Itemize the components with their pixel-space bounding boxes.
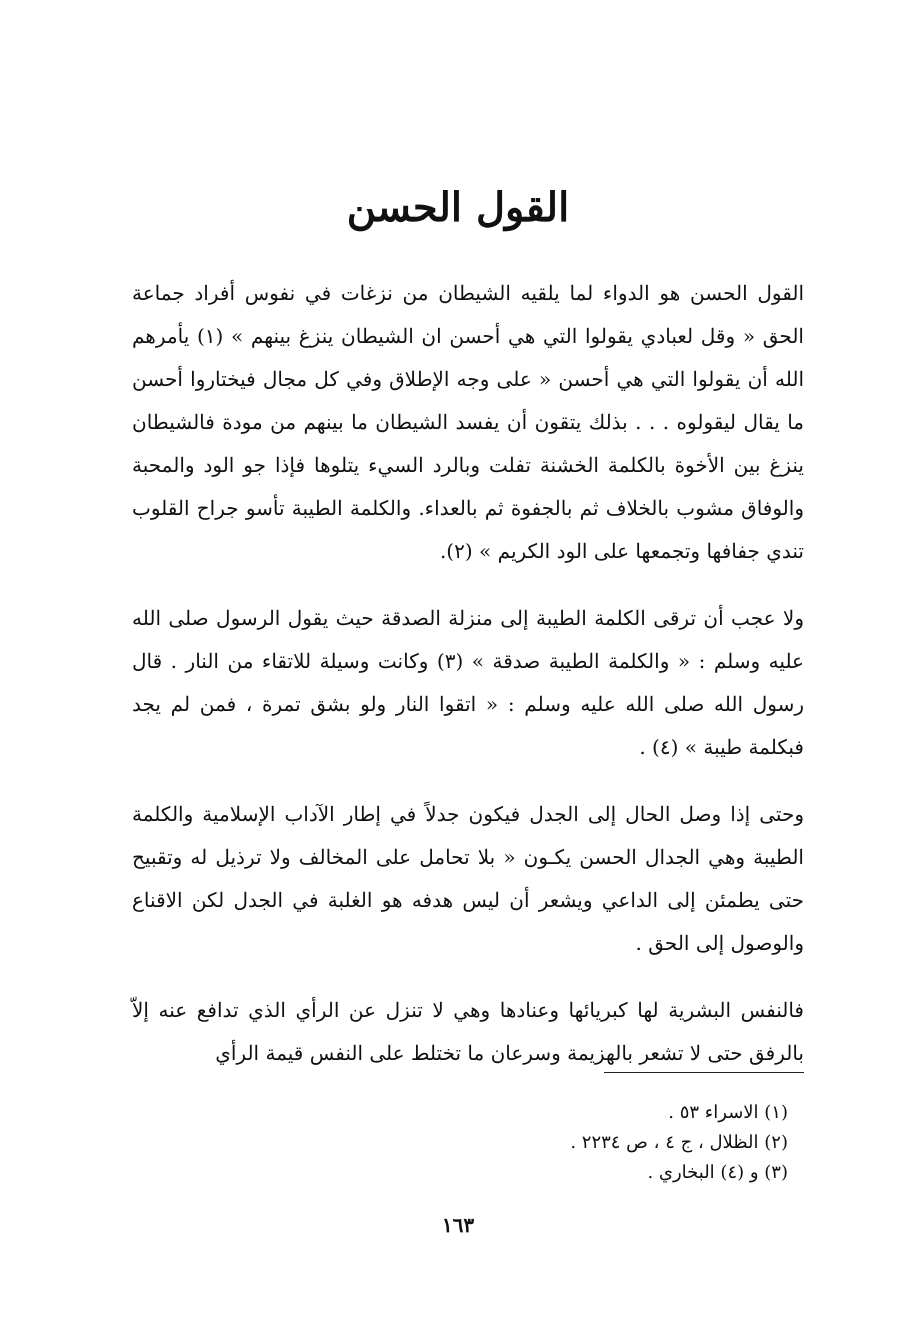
footnote-2: (٢) الظلال ، ج ٤ ، ص ٢٢٣٤ . <box>570 1132 788 1153</box>
paragraph-4: فالنفس البشرية لها كبريائها وعنادها وهي لا تنزل عن الرأي الذي تدافع عنه إلاّ بالرفق حتى لا تشعر بالهزيمة وسرعان ما تختلط على النفس قيمة الرأي <box>132 998 804 1065</box>
paragraph-3: وحتى إذا وصل الحال إلى الجدل فيكون جدلاً في إطار الآداب الإسلامية والكلمة الطيبة وهي الجدال الحسن يكـون « بلا تحامل على المخالف ولا ترذيل له وتقبيح حتى يطمئن إلى الداعي ويشعر أن ليس هدفه هو الغلبة في الجدل لكن الاقناع والوصول إلى الحق . <box>132 802 804 955</box>
footnote-3: (٣) و (٤) البخاري . <box>647 1162 788 1183</box>
page-number: ١٦٣ <box>441 1213 475 1237</box>
footnote-1: (١) الاسراء ٥٣ . <box>668 1102 788 1123</box>
body-text <box>132 272 804 1099</box>
paragraph-2: ولا عجب أن ترقى الكلمة الطيبة إلى منزلة الصدقة حيث يقول الرسول صلى الله عليه وسلم : « والكلمة الطيبة صدقة » (٣) وكانت وسيلة للاتقاء من النار . قال رسول الله صلى الله عليه وسلم : « اتقوا النار ولو بشق تمرة ، فمن لم يجد فبكلمة طيبة » (٤) . <box>132 606 804 759</box>
chapter-title: القول الحسن <box>346 184 570 231</box>
footnote-divider <box>604 1072 804 1073</box>
footnotes-list <box>188 1098 788 1188</box>
paragraph-1: القول الحسن هو الدواء لما يلقيه الشيطان من نزغات في نفوس أفراد جماعة الحق « وقل لعبادي يقولوا التي هي أحسن ان الشيطان ينزغ بينهم » (١) يأمرهم الله أن يقولوا التي هي أحسن « على وجه الإطلاق وفي كل مجال فيختاروا أحسن ما يقال ليقولوه . . . بذلك يتقون أن يفسد الشيطان ما بينهم من مودة فالشيطان ينزغ بين الأخوة بالكلمة الخشنة تفلت وبالرد السيء يتلوها فإذا جو الود والمحبة والوفاق مشوب بالخلاف ثم بالجفوة ثم بالعداء. والكلمة الطيبة تأسو جراح القلوب تندي جفافها وتجمعها على الود الكريم » (٢). <box>132 281 804 563</box>
